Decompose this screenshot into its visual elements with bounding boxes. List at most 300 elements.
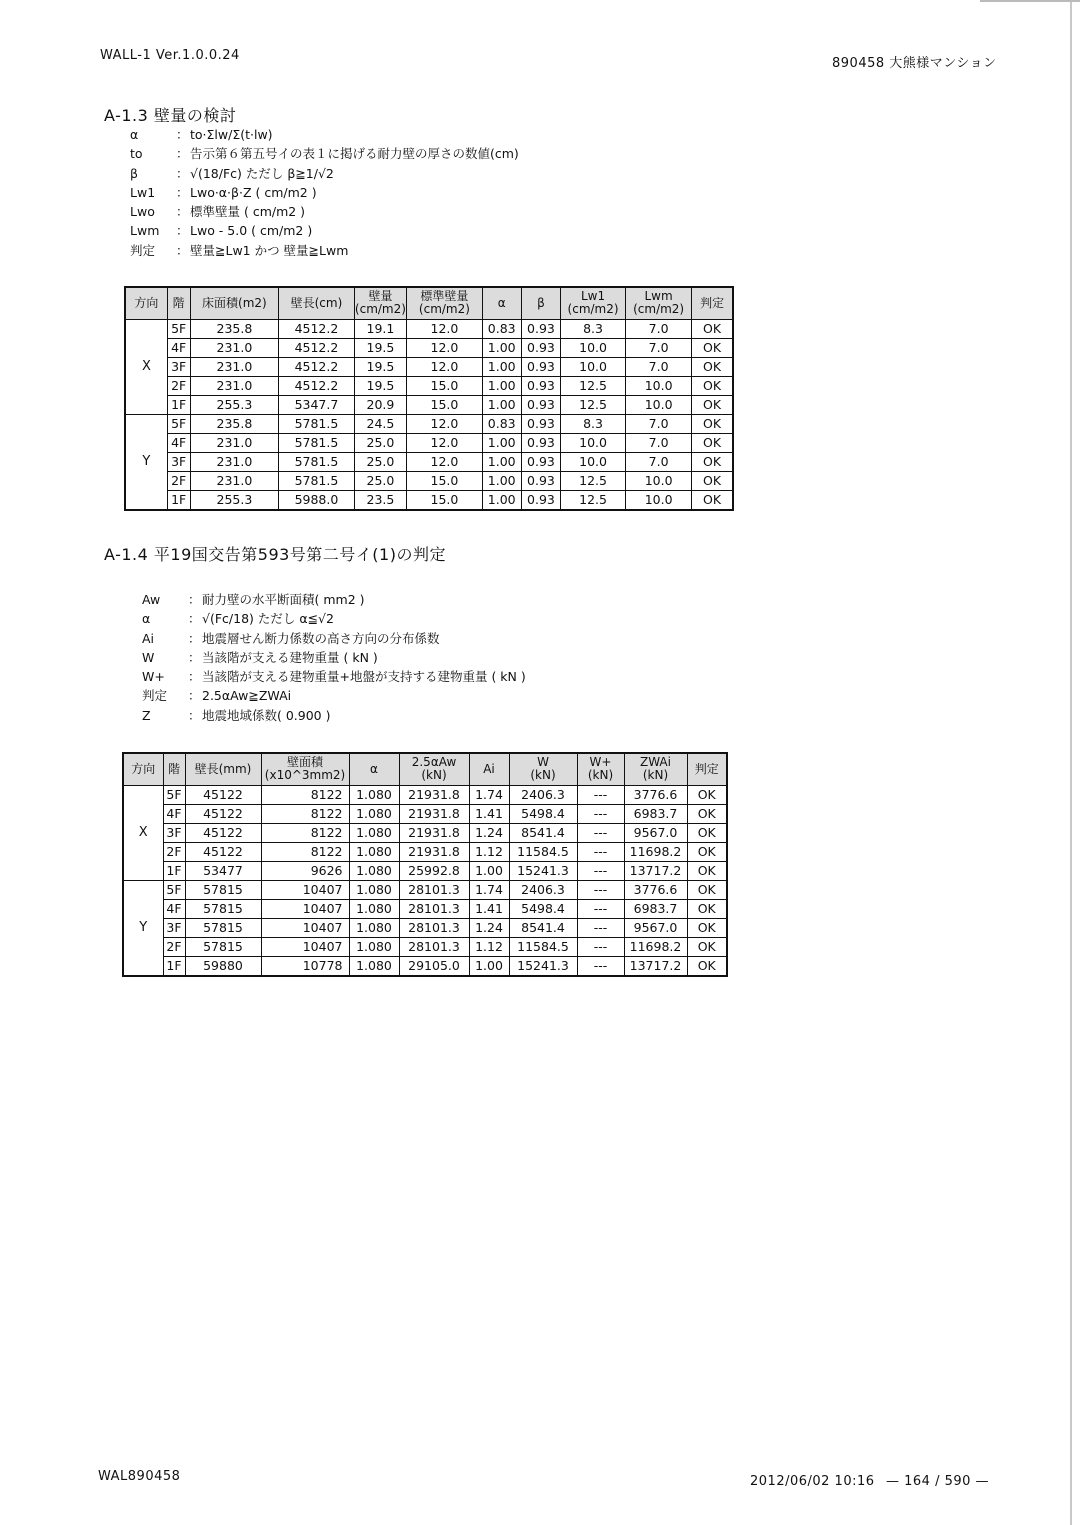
table-cell: 15.0 xyxy=(407,471,482,490)
table-cell: OK xyxy=(687,785,727,804)
table-cell: 19.1 xyxy=(354,319,407,338)
column-header: 判定 xyxy=(692,287,733,319)
table-cell: 5781.5 xyxy=(279,452,354,471)
table-cell: 0.83 xyxy=(482,319,521,338)
table-cell: OK xyxy=(692,319,733,338)
table-cell: 1.00 xyxy=(469,861,509,880)
table-cell: 1.24 xyxy=(469,823,509,842)
table-cell: 5781.5 xyxy=(279,433,354,452)
column-header: 2.5αAw (kN) xyxy=(399,753,469,785)
table-cell: 5347.7 xyxy=(279,395,354,414)
table-cell: 8541.4 xyxy=(509,918,577,937)
table-cell: 1.24 xyxy=(469,918,509,937)
table-row xyxy=(123,918,727,937)
table-cell: 8.3 xyxy=(561,414,626,433)
table-cell: 7.0 xyxy=(626,414,692,433)
table-cell: 1.080 xyxy=(349,899,399,918)
table-cell: 28101.3 xyxy=(399,937,469,956)
table-row xyxy=(123,937,727,956)
table-cell: OK xyxy=(687,937,727,956)
table-cell: --- xyxy=(577,899,624,918)
definition-row xyxy=(130,183,519,202)
table-cell: 57815 xyxy=(185,880,261,899)
table-cell: 4F xyxy=(167,338,190,357)
table-cell: 231.0 xyxy=(190,433,279,452)
table-row xyxy=(125,376,733,395)
definition-symbol: Ai xyxy=(142,630,155,646)
definition-row xyxy=(142,648,526,667)
table-cell: 7.0 xyxy=(626,357,692,376)
table-cell: 5F xyxy=(167,414,190,433)
table-cell: 4F xyxy=(163,899,185,918)
wall-quantity-table xyxy=(124,286,734,511)
definition-symbol: Lwo xyxy=(130,204,155,220)
table-cell: 13717.2 xyxy=(624,956,687,976)
table-cell: 1.080 xyxy=(349,956,399,976)
table-cell: OK xyxy=(692,471,733,490)
table-cell: 4F xyxy=(167,433,190,452)
table-cell: 28101.3 xyxy=(399,918,469,937)
table-cell: --- xyxy=(577,804,624,823)
table-cell: 57815 xyxy=(185,918,261,937)
table-cell: 1.00 xyxy=(482,471,521,490)
table-cell: 10778 xyxy=(261,956,349,976)
table-cell: 231.0 xyxy=(190,376,279,395)
software-version: WALL-1 Ver.1.0.0.24 xyxy=(100,48,240,63)
definition-colon: ： xyxy=(176,204,189,220)
table-cell: 19.5 xyxy=(354,376,407,395)
direction-cell: Y xyxy=(123,880,163,976)
definition-symbol: 判定 xyxy=(142,688,168,704)
definition-text: √(18/Fc) ただし β≧1/√2 xyxy=(190,165,334,181)
definition-colon: ： xyxy=(176,242,189,258)
table-cell: 0.93 xyxy=(521,433,560,452)
column-header: 床面積(m2) xyxy=(190,287,279,319)
section-title-notice-593: A-1.4 平19国交告第593号第二号イ(1)の判定 xyxy=(104,545,446,564)
table-row xyxy=(123,880,727,899)
table-cell: 1.00 xyxy=(482,338,521,357)
table-cell: OK xyxy=(692,357,733,376)
table-cell: 11584.5 xyxy=(509,937,577,956)
table-cell: 3F xyxy=(167,357,190,376)
definition-row xyxy=(130,241,519,260)
table-cell: 1.080 xyxy=(349,842,399,861)
table-cell: 45122 xyxy=(185,804,261,823)
column-header: Ai xyxy=(469,753,509,785)
table-row xyxy=(123,861,727,880)
definition-colon: ： xyxy=(176,165,189,181)
definition-text: Lwo - 5.0 ( cm/m2 ) xyxy=(190,223,313,239)
table-cell: 2F xyxy=(167,376,190,395)
direction-cell: X xyxy=(125,319,167,414)
table-cell: 45122 xyxy=(185,785,261,804)
direction-cell: Y xyxy=(125,414,167,510)
table-cell: 25992.8 xyxy=(399,861,469,880)
table-cell: 9567.0 xyxy=(624,918,687,937)
table-cell: 5498.4 xyxy=(509,804,577,823)
definition-symbol: W+ xyxy=(142,669,165,685)
table-cell: 1.74 xyxy=(469,880,509,899)
table-cell: 19.5 xyxy=(354,338,407,357)
table-cell: 0.93 xyxy=(521,452,560,471)
table-cell: 1F xyxy=(167,395,190,414)
table-cell: 1.00 xyxy=(482,433,521,452)
table-cell: 15.0 xyxy=(407,490,482,510)
definition-symbol: 判定 xyxy=(130,242,156,258)
definition-text: 告示第６第五号イの表１に掲げる耐力壁の厚さの数値(cm) xyxy=(190,146,519,162)
table-cell: 53477 xyxy=(185,861,261,880)
table-cell: 1F xyxy=(163,861,185,880)
table-cell: 1.41 xyxy=(469,804,509,823)
table-cell: 10.0 xyxy=(561,338,626,357)
definition-colon: ： xyxy=(188,630,201,646)
column-header: 壁面積 (x10^3mm2) xyxy=(261,753,349,785)
definition-text: Lwo·α·β·Z ( cm/m2 ) xyxy=(190,184,317,200)
definition-text: 地震地域係数( 0.900 ) xyxy=(202,707,331,723)
table-cell: 7.0 xyxy=(626,319,692,338)
column-header: W (kN) xyxy=(509,753,577,785)
definition-row xyxy=(142,609,526,628)
definition-list-notice-593 xyxy=(142,590,526,725)
table-row xyxy=(125,452,733,471)
table-cell: 12.5 xyxy=(561,376,626,395)
table-cell: --- xyxy=(577,937,624,956)
table-cell: 8541.4 xyxy=(509,823,577,842)
table-cell: 5781.5 xyxy=(279,414,354,433)
table-cell: 21931.8 xyxy=(399,785,469,804)
table-cell: OK xyxy=(692,490,733,510)
definition-text: 標準壁量 ( cm/m2 ) xyxy=(190,204,306,220)
table-cell: 1.00 xyxy=(482,357,521,376)
column-header: Lwm (cm/m2) xyxy=(626,287,692,319)
table-cell: 12.0 xyxy=(407,414,482,433)
table-row xyxy=(123,804,727,823)
table-row xyxy=(125,490,733,510)
table-cell: 4512.2 xyxy=(279,319,354,338)
definition-text: 当該階が支える建物重量+地盤が支持する建物重量 ( kN ) xyxy=(202,669,526,685)
column-header: Lw1 (cm/m2) xyxy=(561,287,626,319)
definition-row xyxy=(142,629,526,648)
table-cell: 10407 xyxy=(261,937,349,956)
table-cell: 1.00 xyxy=(469,956,509,976)
definition-symbol: Z xyxy=(142,707,151,723)
table-cell: 57815 xyxy=(185,899,261,918)
definition-colon: ： xyxy=(188,649,201,665)
table-cell: 231.0 xyxy=(190,471,279,490)
table-cell: 10407 xyxy=(261,918,349,937)
section-title-wall-quantity: A-1.3 壁量の検討 xyxy=(104,106,237,125)
table-cell: OK xyxy=(687,823,727,842)
table-cell: 1.41 xyxy=(469,899,509,918)
table-cell: 45122 xyxy=(185,842,261,861)
column-header: 方向 xyxy=(125,287,167,319)
column-header: 壁長(mm) xyxy=(185,753,261,785)
table-row xyxy=(123,842,727,861)
table-row xyxy=(125,414,733,433)
table-cell: 4512.2 xyxy=(279,357,354,376)
table-cell: --- xyxy=(577,918,624,937)
definition-symbol: W xyxy=(142,649,155,665)
table-cell: 10.0 xyxy=(561,452,626,471)
table-cell: 3F xyxy=(163,918,185,937)
definition-row xyxy=(130,125,519,144)
table-cell: OK xyxy=(687,804,727,823)
table-cell: 8122 xyxy=(261,804,349,823)
table-cell: 10407 xyxy=(261,899,349,918)
table-cell: OK xyxy=(692,452,733,471)
column-header: 階 xyxy=(167,287,190,319)
table-cell: 45122 xyxy=(185,823,261,842)
definition-symbol: to xyxy=(130,146,143,162)
table-cell: 11698.2 xyxy=(624,842,687,861)
table-cell: 8122 xyxy=(261,785,349,804)
table-row xyxy=(123,823,727,842)
definition-row xyxy=(142,686,526,705)
table-cell: 2F xyxy=(163,937,185,956)
table-cell: 3F xyxy=(167,452,190,471)
column-header: α xyxy=(482,287,521,319)
column-header: α xyxy=(349,753,399,785)
table-cell: 9567.0 xyxy=(624,823,687,842)
table-cell: 1.00 xyxy=(482,395,521,414)
definition-symbol: β xyxy=(130,165,138,181)
page-number: — 164 / 590 — xyxy=(886,1474,990,1489)
table-cell: 1F xyxy=(167,490,190,510)
table-cell: 7.0 xyxy=(626,433,692,452)
table-cell: 235.8 xyxy=(190,319,279,338)
table-cell: 21931.8 xyxy=(399,804,469,823)
table-cell: 15.0 xyxy=(407,395,482,414)
table-cell: 0.93 xyxy=(521,357,560,376)
column-header: 階 xyxy=(163,753,185,785)
table-cell: 57815 xyxy=(185,937,261,956)
column-header: 標準壁量 (cm/m2) xyxy=(407,287,482,319)
table-cell: OK xyxy=(692,376,733,395)
definition-colon: ： xyxy=(188,669,201,685)
table-cell: 12.0 xyxy=(407,452,482,471)
table-cell: 4512.2 xyxy=(279,338,354,357)
table-cell: 4512.2 xyxy=(279,376,354,395)
definition-symbol: α xyxy=(142,611,151,627)
definition-text: 2.5αAw≧ZWAi xyxy=(202,688,292,704)
definition-text: to·Σlw/Σ(t·lw) xyxy=(190,127,273,142)
table-cell: 7.0 xyxy=(626,452,692,471)
table-cell: OK xyxy=(692,395,733,414)
table-cell: 12.5 xyxy=(561,490,626,510)
table-cell: --- xyxy=(577,880,624,899)
table-cell: --- xyxy=(577,861,624,880)
column-header: 壁長(cm) xyxy=(279,287,354,319)
definition-row xyxy=(130,164,519,183)
table-cell: 5F xyxy=(167,319,190,338)
table-cell: 0.93 xyxy=(521,376,560,395)
definition-symbol: Aw xyxy=(142,592,161,607)
table-cell: 5988.0 xyxy=(279,490,354,510)
table-cell: 1.74 xyxy=(469,785,509,804)
project-name: 890458 大熊様マンション xyxy=(832,56,997,71)
table-cell: 10.0 xyxy=(561,357,626,376)
table-cell: 235.8 xyxy=(190,414,279,433)
table-cell: --- xyxy=(577,956,624,976)
table-cell: 0.93 xyxy=(521,319,560,338)
table-row xyxy=(123,785,727,804)
table-cell: 59880 xyxy=(185,956,261,976)
table-cell: 5781.5 xyxy=(279,471,354,490)
column-header: ZWAi (kN) xyxy=(624,753,687,785)
table-row xyxy=(125,319,733,338)
definition-symbol: α xyxy=(130,127,139,142)
definition-text: 地震層せん断力係数の高さ方向の分布係数 xyxy=(202,630,440,646)
table-cell: 28101.3 xyxy=(399,880,469,899)
table-cell: 0.93 xyxy=(521,414,560,433)
table-row xyxy=(125,357,733,376)
table-cell: 9626 xyxy=(261,861,349,880)
definition-colon: ： xyxy=(176,146,189,162)
table-row xyxy=(123,956,727,976)
table-cell: 2406.3 xyxy=(509,880,577,899)
table-cell: 6983.7 xyxy=(624,804,687,823)
table-cell: 20.9 xyxy=(354,395,407,414)
table-cell: 10.0 xyxy=(561,433,626,452)
table-cell: 0.93 xyxy=(521,490,560,510)
table-cell: 12.0 xyxy=(407,433,482,452)
definition-row xyxy=(142,590,526,609)
table-cell: 13717.2 xyxy=(624,861,687,880)
print-datetime: 2012/06/02 10:16 xyxy=(750,1474,875,1489)
table-cell: OK xyxy=(692,433,733,452)
table-cell: 2406.3 xyxy=(509,785,577,804)
table-cell: 12.5 xyxy=(561,395,626,414)
table-cell: 3F xyxy=(163,823,185,842)
table-cell: 1F xyxy=(163,956,185,976)
direction-cell: X xyxy=(123,785,163,880)
column-header: β xyxy=(521,287,560,319)
definition-row xyxy=(130,221,519,240)
definition-row xyxy=(130,144,519,163)
wall-shear-check-table xyxy=(122,752,728,977)
table-cell: 10.0 xyxy=(626,395,692,414)
table-cell: 15.0 xyxy=(407,376,482,395)
table-cell: 1.080 xyxy=(349,785,399,804)
table-cell: 8.3 xyxy=(561,319,626,338)
table-cell: 10.0 xyxy=(626,376,692,395)
table-cell: 25.0 xyxy=(354,433,407,452)
definition-text: 当該階が支える建物重量 ( kN ) xyxy=(202,649,378,665)
table-cell: 21931.8 xyxy=(399,842,469,861)
table-cell: 5F xyxy=(163,880,185,899)
table-cell: 25.0 xyxy=(354,452,407,471)
table-cell: 15241.3 xyxy=(509,861,577,880)
table-cell: 0.93 xyxy=(521,471,560,490)
table-cell: 4F xyxy=(163,804,185,823)
table-cell: 29105.0 xyxy=(399,956,469,976)
document-id: WAL890458 xyxy=(98,1469,181,1484)
definition-text: √(Fc/18) ただし α≦√2 xyxy=(202,611,334,627)
definition-symbol: Lw1 xyxy=(130,184,156,200)
definition-list-wall-quantity xyxy=(130,125,519,260)
definition-text: 壁量≧Lw1 かつ 壁量≧Lwm xyxy=(190,242,349,258)
table-row xyxy=(123,899,727,918)
table-cell: OK xyxy=(687,880,727,899)
table-cell: OK xyxy=(687,956,727,976)
table-cell: 12.0 xyxy=(407,357,482,376)
table-cell: 1.00 xyxy=(482,452,521,471)
definition-colon: ： xyxy=(176,127,189,142)
table-cell: 2F xyxy=(167,471,190,490)
table-cell: --- xyxy=(577,823,624,842)
table-cell: 28101.3 xyxy=(399,899,469,918)
table-cell: 231.0 xyxy=(190,357,279,376)
table-cell: 5498.4 xyxy=(509,899,577,918)
table-cell: 255.3 xyxy=(190,395,279,414)
table-cell: OK xyxy=(687,899,727,918)
table-cell: OK xyxy=(687,861,727,880)
table-cell: 12.5 xyxy=(561,471,626,490)
scan-edge-line xyxy=(1070,0,1072,1525)
table-cell: 1.12 xyxy=(469,937,509,956)
table-cell: 1.00 xyxy=(482,490,521,510)
table-cell: 1.080 xyxy=(349,937,399,956)
column-header: 方向 xyxy=(123,753,163,785)
table-cell: 25.0 xyxy=(354,471,407,490)
definition-colon: ： xyxy=(176,184,189,200)
table-cell: 1.080 xyxy=(349,861,399,880)
definition-text: 耐力壁の水平断面積( mm2 ) xyxy=(202,592,365,607)
table-row xyxy=(125,395,733,414)
table-cell: 1.00 xyxy=(482,376,521,395)
definition-colon: ： xyxy=(176,223,189,239)
definition-symbol: Lwm xyxy=(130,223,160,239)
table-cell: OK xyxy=(692,338,733,357)
table-cell: 15241.3 xyxy=(509,956,577,976)
table-cell: 19.5 xyxy=(354,357,407,376)
table-cell: 1.080 xyxy=(349,823,399,842)
definition-row xyxy=(142,667,526,686)
table-cell: 11698.2 xyxy=(624,937,687,956)
table-cell: --- xyxy=(577,785,624,804)
column-header: W+ (kN) xyxy=(577,753,624,785)
definition-colon: ： xyxy=(188,707,201,723)
table-cell: 8122 xyxy=(261,842,349,861)
table-cell: 7.0 xyxy=(626,338,692,357)
table-cell: 21931.8 xyxy=(399,823,469,842)
table-cell: 0.93 xyxy=(521,395,560,414)
definition-colon: ： xyxy=(188,611,201,627)
table-cell: OK xyxy=(687,918,727,937)
table-cell: --- xyxy=(577,842,624,861)
table-cell: 11584.5 xyxy=(509,842,577,861)
definition-colon: ： xyxy=(188,592,201,607)
table-cell: 10.0 xyxy=(626,471,692,490)
table-cell: 12.0 xyxy=(407,319,482,338)
table-cell: 5F xyxy=(163,785,185,804)
definition-colon: ： xyxy=(188,688,201,704)
table-cell: 0.83 xyxy=(482,414,521,433)
table-cell: 255.3 xyxy=(190,490,279,510)
table-row xyxy=(125,433,733,452)
table-row xyxy=(125,338,733,357)
table-cell: 1.12 xyxy=(469,842,509,861)
table-cell: OK xyxy=(692,414,733,433)
definition-row xyxy=(142,706,526,725)
table-cell: 1.080 xyxy=(349,804,399,823)
table-cell: 3776.6 xyxy=(624,880,687,899)
table-cell: 6983.7 xyxy=(624,899,687,918)
table-cell: OK xyxy=(687,842,727,861)
table-cell: 1.080 xyxy=(349,918,399,937)
column-header: 壁量 (cm/m2) xyxy=(354,287,407,319)
table-cell: 231.0 xyxy=(190,452,279,471)
